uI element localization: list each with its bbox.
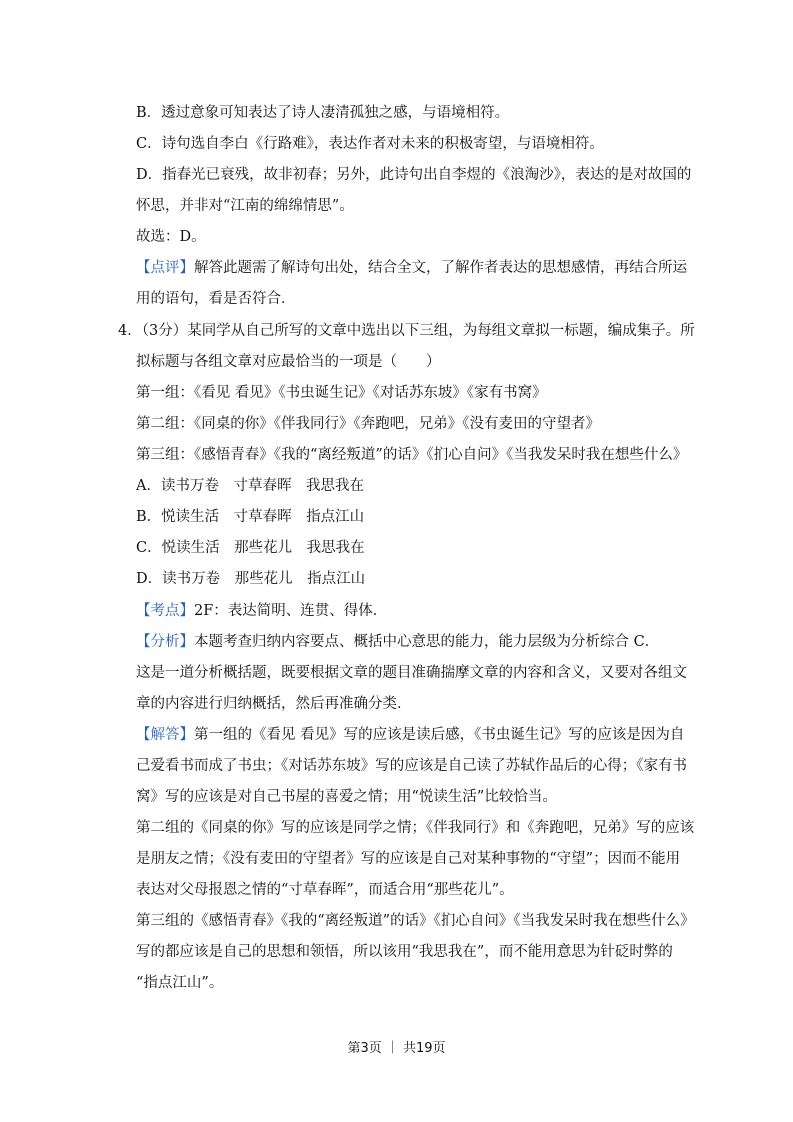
comment-paragraph-cont: 用的语句，看是否符合． (136, 291, 296, 307)
jieda-line-8: 写的都应该是自己的思想和领悟，所以该用“我思我在”，而不能用意思为针砭时弊的 (136, 944, 673, 960)
jieda-line-7: 第三组的《感悟青春》《我的“离经叛道”的话》《扪心自问》《当我发呆时我在想些什么》 (136, 913, 695, 929)
fenxi-text: 本题考查归纳内容要点、概括中心意思的能力，能力层级为分析综合 C． (194, 634, 660, 650)
jieda-line-4: 第二组的《同桌的你》写的应该是同学之情；《伴我同行》和《奔跑吧，兄弟》写的应该 (136, 820, 695, 836)
option-d-explanation-cont: 怀思，并非对“江南的绵绵情思”。 (136, 198, 354, 214)
group-2: 第二组：《同桌的你》《伴我同行》《奔跑吧，兄弟》《没有麦田的守望者》 (136, 416, 600, 432)
option-c: C．悦读生活 那些花儿 我思我在 (136, 540, 365, 556)
page-footer: 第3页 ｜ 共19页 (347, 1041, 446, 1056)
group-3: 第三组：《感悟青春》《我的“离经叛道”的话》《扪心自问》《当我发呆时我在想些什么》 (136, 447, 688, 463)
answer-line: 故选：D。 (136, 229, 206, 245)
kaodian-paragraph (136, 601, 387, 621)
jieda-tag: 【解答】 (136, 727, 194, 743)
jieda-line-5: 是朋友之情；《没有麦田的守望者》写的应该是自己对某种事物的“守望”；因而不能用 (136, 851, 681, 867)
jieda-text: 第一组的《看见 看见》写的应该是读后感，《书虫诞生记》写的应该是因为自 (194, 727, 685, 743)
group-1: 第一组：《看见 看见》《书虫诞生记》《对话苏东坡》《家有书窝》 (136, 385, 547, 401)
fenxi-paragraph (136, 632, 659, 652)
comment-text: 解答此题需了解诗句出处，结合全文，了解作者表达的思想感情，再结合所运 (194, 260, 687, 276)
kaodian-tag: 【考点】 (136, 603, 194, 619)
option-c-explanation: C．诗句选自李白《行路难》，表达作者对未来的积极寄望，与语境相符。 (136, 136, 604, 152)
option-a: A．读书万卷 寸草春晖 我思我在 (136, 478, 364, 494)
question-4-stem-cont: 拟标题与各组文章对应最恰当的一项是（ ） (136, 354, 441, 370)
option-b-explanation: B．透过意象可知表达了诗人凄清孤独之感，与语境相符。 (136, 105, 510, 121)
option-b: B．悦读生活 寸草春晖 指点江山 (136, 509, 365, 525)
jieda-line-2: 己爱看书而成了书虫；《对话苏东坡》写的应该是自己读了苏轼作品后的心得；《家有书 (136, 758, 687, 774)
jieda-paragraph (136, 725, 684, 745)
comment-tag: 【点评】 (136, 260, 194, 276)
fenxi-line-2: 这是一道分析概括题，既要根据文章的题目准确揣摩文章的内容和含义，又要对各组文 (136, 665, 687, 681)
jieda-line-3: 窝》写的应该是对自己书屋的喜爱之情；用“悦读生活”比较恰当。 (136, 789, 557, 805)
option-d: D．读书万卷 那些花儿 指点江山 (136, 571, 366, 587)
fenxi-tag: 【分析】 (136, 634, 194, 650)
fenxi-line-3: 章的内容进行归纳概括，然后再准确分类． (136, 696, 412, 712)
option-d-explanation: D．指春光已衰残，故非初春；另外，此诗句出自李煜的《浪淘沙》，表达的是对故国的 (136, 167, 692, 183)
jieda-line-9: “指点江山”。 (136, 975, 224, 991)
kaodian-text: 2F：表达简明、连贯、得体． (194, 603, 388, 619)
jieda-line-6: 表达对父母报恩之情的“寸草春晖”，而适合用“那些花儿”。 (136, 882, 514, 898)
comment-paragraph (136, 258, 687, 278)
question-4-stem: 4．（3分）某同学从自己所写的文章中选出以下三组，为每组文章拟一标题，编成集子。所 (118, 323, 695, 339)
